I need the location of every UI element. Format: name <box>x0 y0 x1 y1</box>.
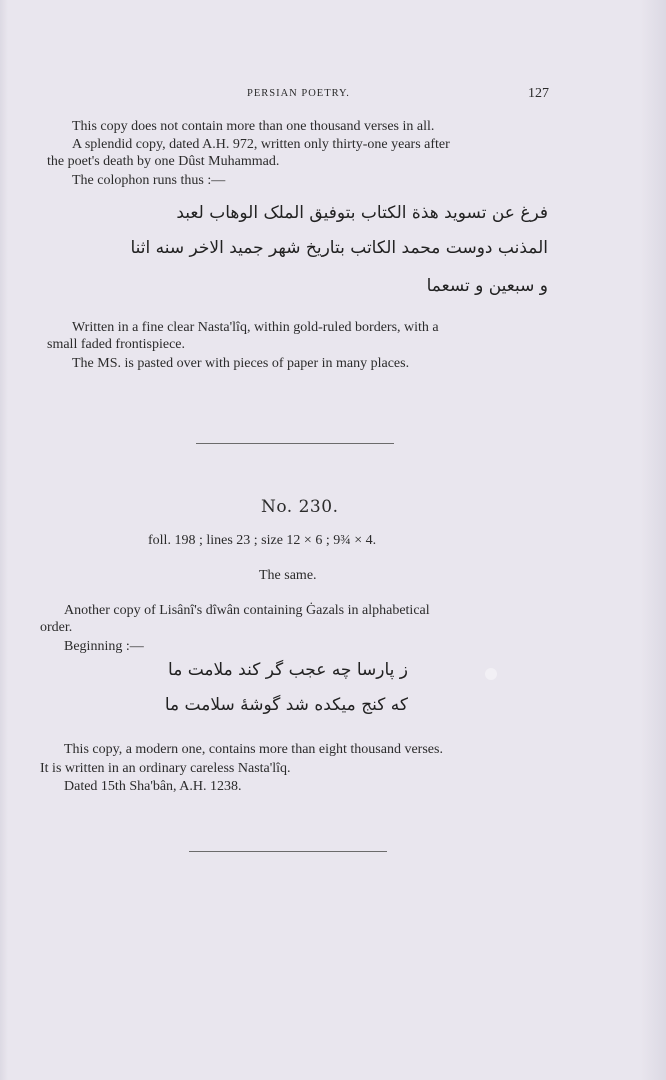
paragraph-dated-line2: the poet's death by one Dûst Muhammad. <box>47 154 280 169</box>
paragraph-modern-line2: It is written in an ordinary careless Nasta'lîq. <box>40 761 291 776</box>
paragraph-script-line2: small faded frontispiece. <box>47 337 186 352</box>
paragraph-dated: Dated 15th Sha'bân, A.H. 1238. <box>64 779 242 794</box>
paragraph-copy-line1: Another copy of Lisânî's dîwân containing Ġazals in alphabetical <box>64 603 430 618</box>
verse-line-2: که کنج میکده شد گوشهٔ سلامت ما <box>164 695 408 715</box>
paragraph-copy-line2: order. <box>40 620 73 635</box>
verse-line-1: ز پارسا چه عجب گر کند ملامت ما <box>168 660 408 680</box>
page-number: 127 <box>528 86 549 101</box>
paragraph-verse-count: This copy does not contain more than one thousand verses in all. <box>72 119 435 134</box>
paragraph-condition: The MS. is pasted over with pieces of paper in many places. <box>72 356 410 371</box>
colophon-line-1: فرغ عن تسوید هذة الکتاب بتوفیق الملک الوهاب لعبد <box>176 203 548 223</box>
paper-spot <box>485 668 497 680</box>
entry-heading: No. 230. <box>261 497 339 517</box>
colophon-intro: The colophon runs thus :— <box>72 173 226 188</box>
section-divider <box>196 443 394 444</box>
colophon-line-3: و سبعین و تسعما <box>426 276 548 296</box>
entry-details: foll. 198 ; lines 23 ; size 12 × 6 ; 9¾ × 4. <box>148 533 377 548</box>
beginning-label: Beginning :— <box>64 639 144 654</box>
end-divider <box>189 851 387 852</box>
paragraph-script-line1: Written in a fine clear Nasta'lîq, within gold-ruled borders, with a <box>72 320 439 335</box>
paragraph-modern-line1: This copy, a modern one, contains more than eight thousand verses. <box>64 742 443 757</box>
entry-same: The same. <box>259 568 317 583</box>
paragraph-dated-line1: A splendid copy, dated A.H. 972, written only thirty-one years after <box>72 137 450 152</box>
running-title: PERSIAN POETRY. <box>247 88 350 99</box>
colophon-line-2: المذنب دوست محمد الکاتب بتاریخ شهر جمید الاخر سنه اثنا <box>130 238 548 258</box>
